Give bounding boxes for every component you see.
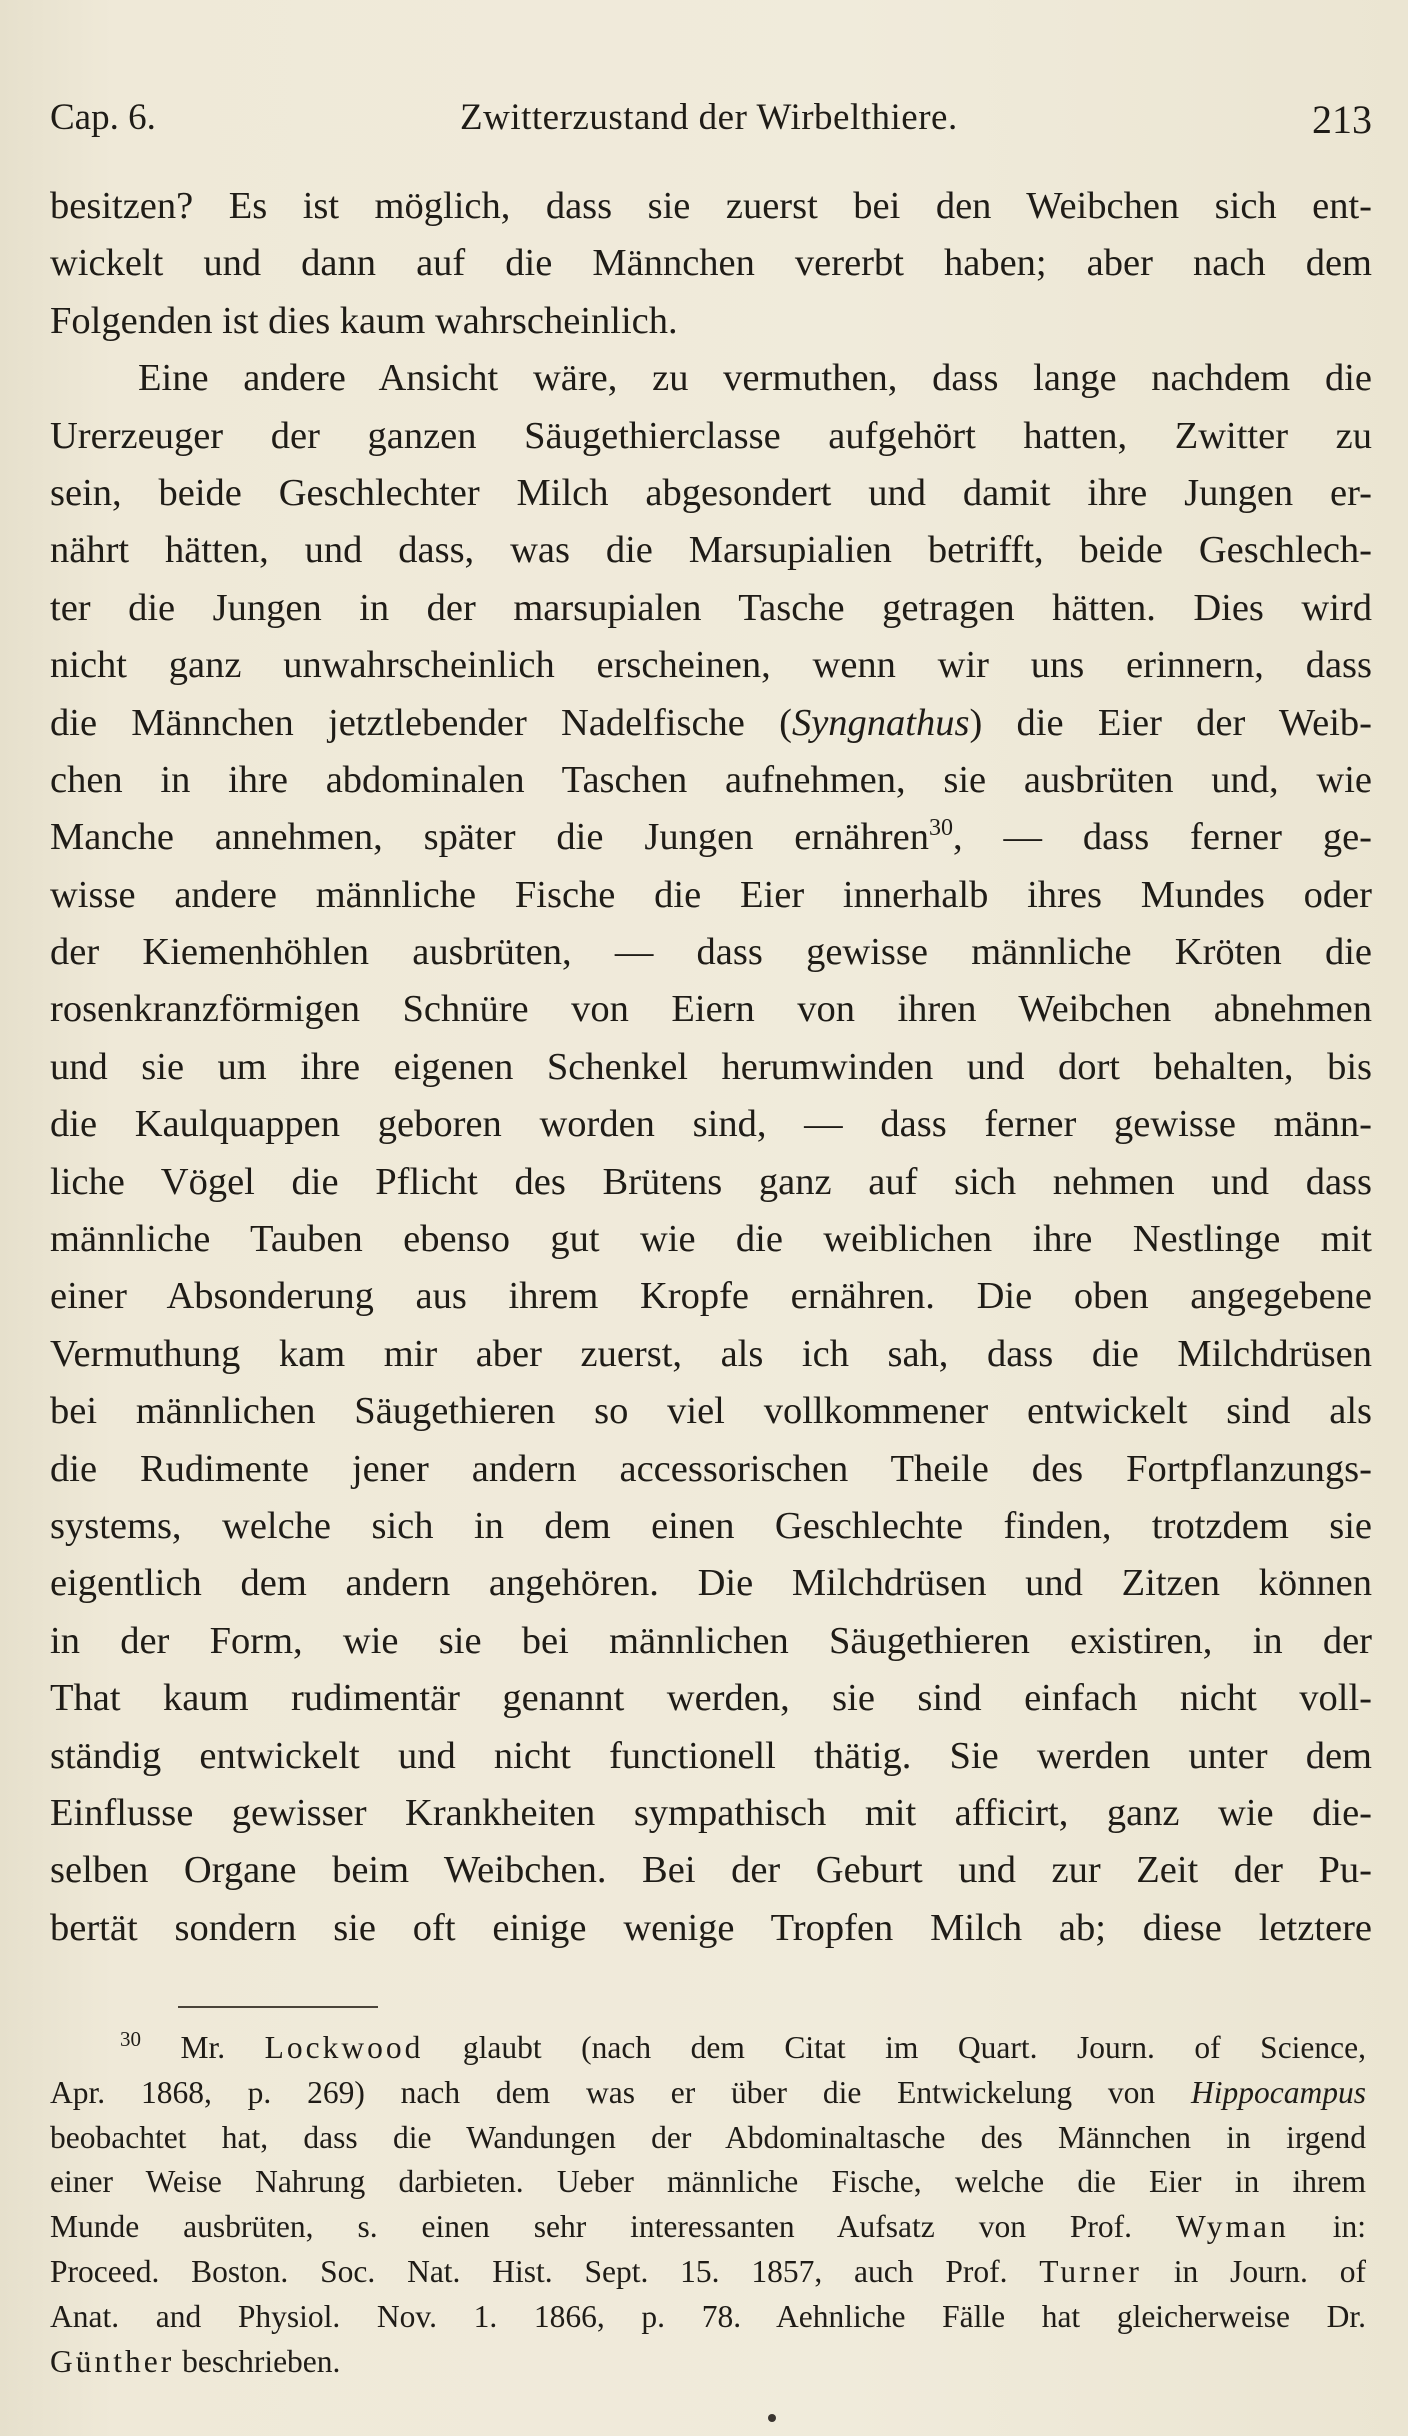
text-line: That kaum rudimentär genannt werden, sie sind einfach nicht voll- <box>50 1677 1372 1720</box>
footnote-marker: 30 <box>120 2027 141 2051</box>
main-text <box>50 178 1372 1957</box>
text-line: Urerzeuger der ganzen Säugethierclasse aufgehört hatten, Zwitter zu <box>50 414 1372 457</box>
text-line: bei männlichen Säugethieren so viel vollkommener entwickelt sind als <box>50 1390 1372 1433</box>
text-line: in der Form, wie sie bei männlichen Säugethieren existiren, in der <box>50 1619 1372 1662</box>
text-line <box>50 695 1372 752</box>
italic-genus-name: Hippocampus <box>1191 2074 1366 2110</box>
text-line: besitzen? Es ist möglich, dass sie zuerst bei den Weibchen sich ent- <box>50 185 1372 227</box>
text-line: systems, welche sich in dem einen Geschlechte finden, trotzdem sie <box>50 1504 1372 1547</box>
text-fragment: in: <box>1288 2209 1366 2245</box>
text-line: Vermuthung kam mir aber zuerst, als ich sah, dass die Milchdrüsen <box>50 1332 1372 1375</box>
author-name: Wyman <box>1175 2209 1289 2245</box>
text-line: wisse andere männliche Fische die Eier innerhalb ihres Mundes oder <box>50 873 1372 916</box>
text-fragment: Apr. 1868, p. 269) nach dem was er über die Entwickelung von <box>50 2074 1191 2110</box>
text-fragment: Proceed. Boston. Soc. Nat. Hist. Sept. 15. 1857, auch Prof. <box>50 2253 1040 2289</box>
footnote-line <box>50 2071 1366 2116</box>
text-line: männliche Tauben ebenso gut wie die weiblichen ihre Nestlinge mit <box>50 1218 1372 1261</box>
text-fragment: Mr. <box>180 2030 265 2065</box>
text-line: Eine andere Ansicht wäre, zu vermuthen, dass lange nachdem die <box>138 357 1372 400</box>
text-line: die Kaulquappen geboren worden sind, — dass ferner gewisse männ- <box>50 1103 1372 1146</box>
text-fragment: Munde ausbrüten, s. einen sehr interessanten Aufsatz von Prof. <box>50 2209 1176 2245</box>
footnote-line <box>50 2205 1366 2250</box>
running-header <box>50 96 1372 156</box>
running-title: Zwitterzustand der Wirbelthiere. <box>460 97 958 138</box>
text-line: wickelt und dann auf die Männchen vererbt haben; aber nach dem <box>50 242 1372 285</box>
text-line: Folgenden ist dies kaum wahrscheinlich. <box>50 299 678 342</box>
footnote-reference[interactable]: 30 <box>928 815 953 842</box>
footnote-line: einer Weise Nahrung darbieten. Ueber männliche Fische, welche die Eier in ihrem <box>50 2164 1366 2200</box>
italic-species-name: Syngnathus <box>791 701 970 744</box>
author-name: Günther <box>50 2343 175 2379</box>
text-fragment: ) die Eier der Weib- <box>969 701 1372 744</box>
text-line: nicht ganz unwahrscheinlich erscheinen, wenn wir uns erinnern, dass <box>50 644 1372 687</box>
text-fragment: die Männchen jetztlebender Nadelfische ( <box>50 701 792 744</box>
text-line: der Kiemenhöhlen ausbrüten, — dass gewisse männliche Kröten die <box>50 931 1372 974</box>
footnote <box>50 2026 1366 2384</box>
text-line: sein, beide Geschlechter Milch abgesondert und damit ihre Jungen er- <box>50 471 1372 514</box>
text-line: die Rudimente jener andern accessorischen Theile des Fortpflanzungs- <box>50 1447 1372 1490</box>
text-fragment: glaubt (nach dem Citat im Quart. Journ. of Science, <box>423 2030 1366 2065</box>
text-line: ter die Jungen in der marsupialen Tasche getragen hätten. Dies wird <box>50 586 1372 629</box>
footnote-line <box>50 2340 1366 2385</box>
footnote-divider <box>178 2006 378 2008</box>
text-line: chen in ihre abdominalen Taschen aufnehmen, sie ausbrüten und, wie <box>50 758 1372 801</box>
text-line: liche Vögel die Pflicht des Brütens ganz auf sich nehmen und dass <box>50 1160 1372 1203</box>
text-line: einer Absonderung aus ihrem Kropfe ernähren. Die oben angegebene <box>50 1275 1372 1318</box>
text-line: ständig entwickelt und nicht functionell thätig. Sie werden unter dem <box>50 1734 1372 1777</box>
page-number: 213 <box>1312 97 1372 142</box>
author-name: Lockwood <box>264 2030 424 2065</box>
text-fragment: beschrieben. <box>174 2343 341 2379</box>
footnote-line <box>50 2026 1366 2071</box>
text-line: rosenkranzförmigen Schnüre von Eiern von ihren Weibchen abnehmen <box>50 988 1372 1031</box>
text-line: bertät sondern sie oft einige wenige Tropfen Milch ab; diese letztere <box>50 1906 1372 1949</box>
text-fragment: in Journ. of <box>1141 2253 1366 2289</box>
footnote-line <box>50 2250 1366 2295</box>
chapter-label: Cap. 6. <box>50 97 156 138</box>
footnote-line: beobachtet hat, dass die Wandungen der Abdominaltasche des Männchen in irgend <box>50 2119 1366 2155</box>
text-line: und sie um ihre eigenen Schenkel herumwinden und dort behalten, bis <box>50 1045 1372 1088</box>
text-fragment: Manche annehmen, später die Jungen ernähren <box>50 816 929 859</box>
text-line: eigentlich dem andern angehören. Die Milchdrüsen und Zitzen können <box>50 1562 1372 1605</box>
footnote-line: Anat. and Physiol. Nov. 1. 1866, p. 78. Aehnliche Fälle hat gleicherweise Dr. <box>50 2298 1366 2334</box>
text-line: selben Organe beim Weibchen. Bei der Geburt und zur Zeit der Pu- <box>50 1849 1372 1892</box>
text-fragment: , — dass ferner ge- <box>952 816 1372 859</box>
page-blemish <box>768 2414 776 2422</box>
author-name: Turner <box>1039 2253 1142 2289</box>
text-line: nährt hätten, und dass, was die Marsupialien betrifft, beide Geschlech- <box>50 529 1372 572</box>
text-line: Einflusse gewisser Krankheiten sympathisch mit afficirt, ganz wie die- <box>50 1791 1372 1834</box>
text-line <box>50 809 1372 866</box>
